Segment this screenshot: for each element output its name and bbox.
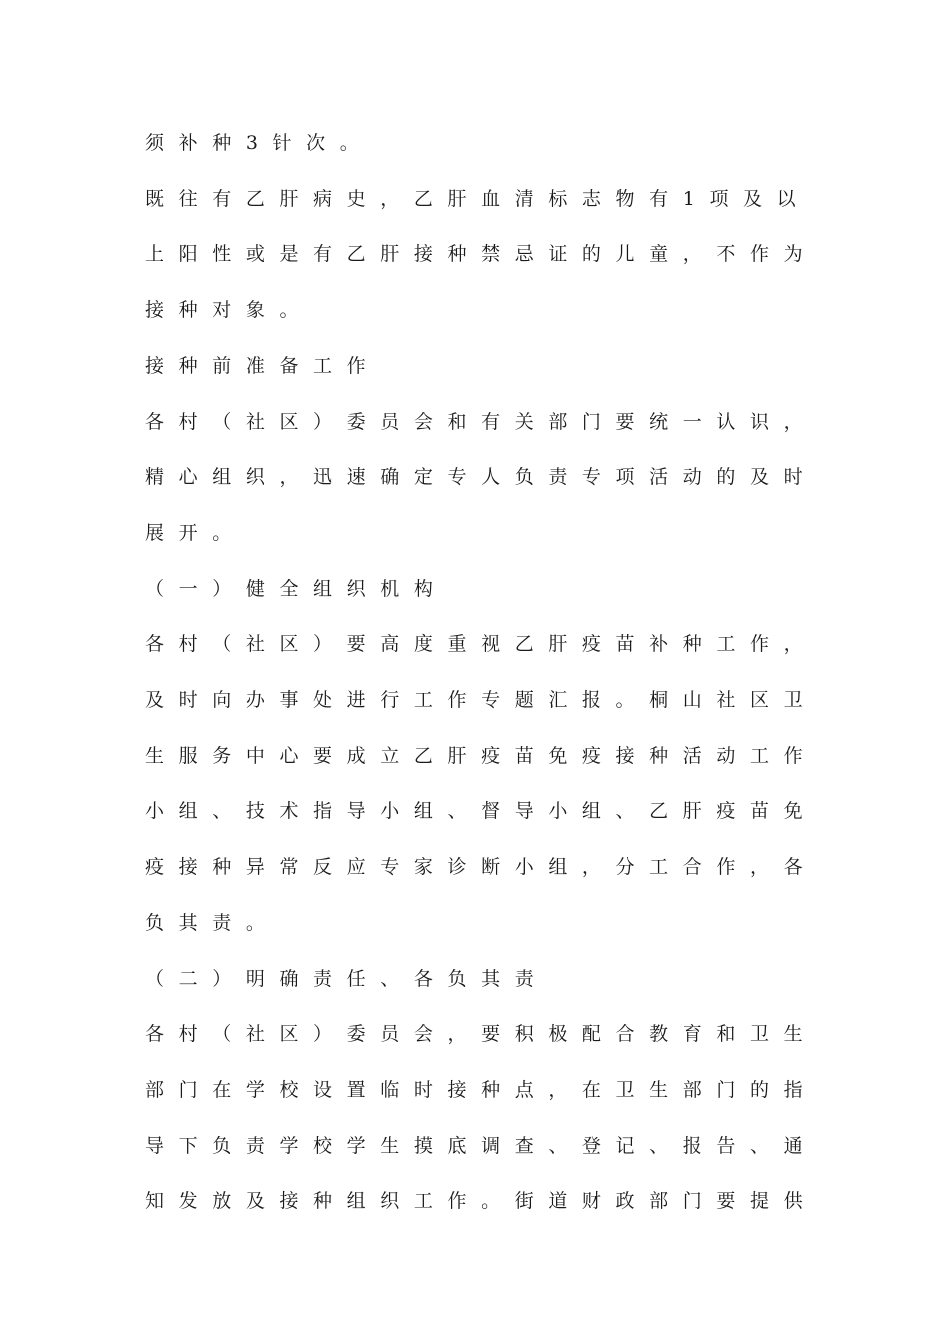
text-line-17: 各 村 （ 社 区 ） 委 员 会 ， 要 积 极 配 合 教 育 和 卫 生 [145,1023,803,1046]
text-line-8: 展 开 。 [145,521,232,544]
text-line-18: 部 门 在 学 校 设 置 临 时 接 种 点 ， 在 卫 生 部 门 的 指 [145,1078,803,1101]
text-line-19: 导 下 负 责 学 校 学 生 摸 底 调 查 、 登 记 、 报 告 、 通 [145,1134,803,1157]
text-line-2: 既 往 有 乙 肝 病 史 ， 乙 肝 血 清 标 志 物 有 1 项 及 以 [145,187,796,210]
text-line-11: 及 时 向 办 事 处 进 行 工 作 专 题 汇 报 。 桐 山 社 区 卫 [145,689,803,711]
text-line-3: 上 阳 性 或 是 有 乙 肝 接 种 禁 忌 证 的 儿 童 ， 不 作 为 [145,243,803,266]
text-line-20: 知 发 放 及 接 种 组 织 工 作 。 街 道 财 政 部 门 要 提 供 [145,1190,803,1213]
text-line-1: 须 补 种 3 针 次 。 [145,132,359,154]
section-heading-preparation: 接 种 前 准 备 工 作 [145,354,366,377]
text-line-7: 精 心 组 织 ， 迅 速 确 定 专 人 负 责 专 项 活 动 的 及 时 [145,466,803,489]
text-line-10: 各 村 （ 社 区 ） 要 高 度 重 视 乙 肝 疫 苗 补 种 工 作 ， [145,633,803,656]
text-line-4: 接 种 对 象 。 [145,299,299,322]
text-line-12: 生 服 务 中 心 要 成 立 乙 肝 疫 苗 免 疫 接 种 活 动 工 作 [145,744,803,767]
text-line-15: 负 其 责 。 [145,911,265,934]
text-line-6: 各 村 （ 社 区 ） 委 员 会 和 有 关 部 门 要 统 一 认 识 ， [145,410,803,433]
subheading-organization: （ 一 ） 健 全 组 织 机 构 [145,577,433,600]
subheading-responsibility: （ 二 ） 明 确 责 任 、 各 负 其 责 [145,967,534,990]
text-line-14: 疫 接 种 异 常 反 应 专 家 诊 断 小 组 ， 分 工 合 作 ， 各 [145,856,803,879]
text-line-13: 小 组 、 技 术 指 导 小 组 、 督 导 小 组 、 乙 肝 疫 苗 免 [145,800,803,823]
